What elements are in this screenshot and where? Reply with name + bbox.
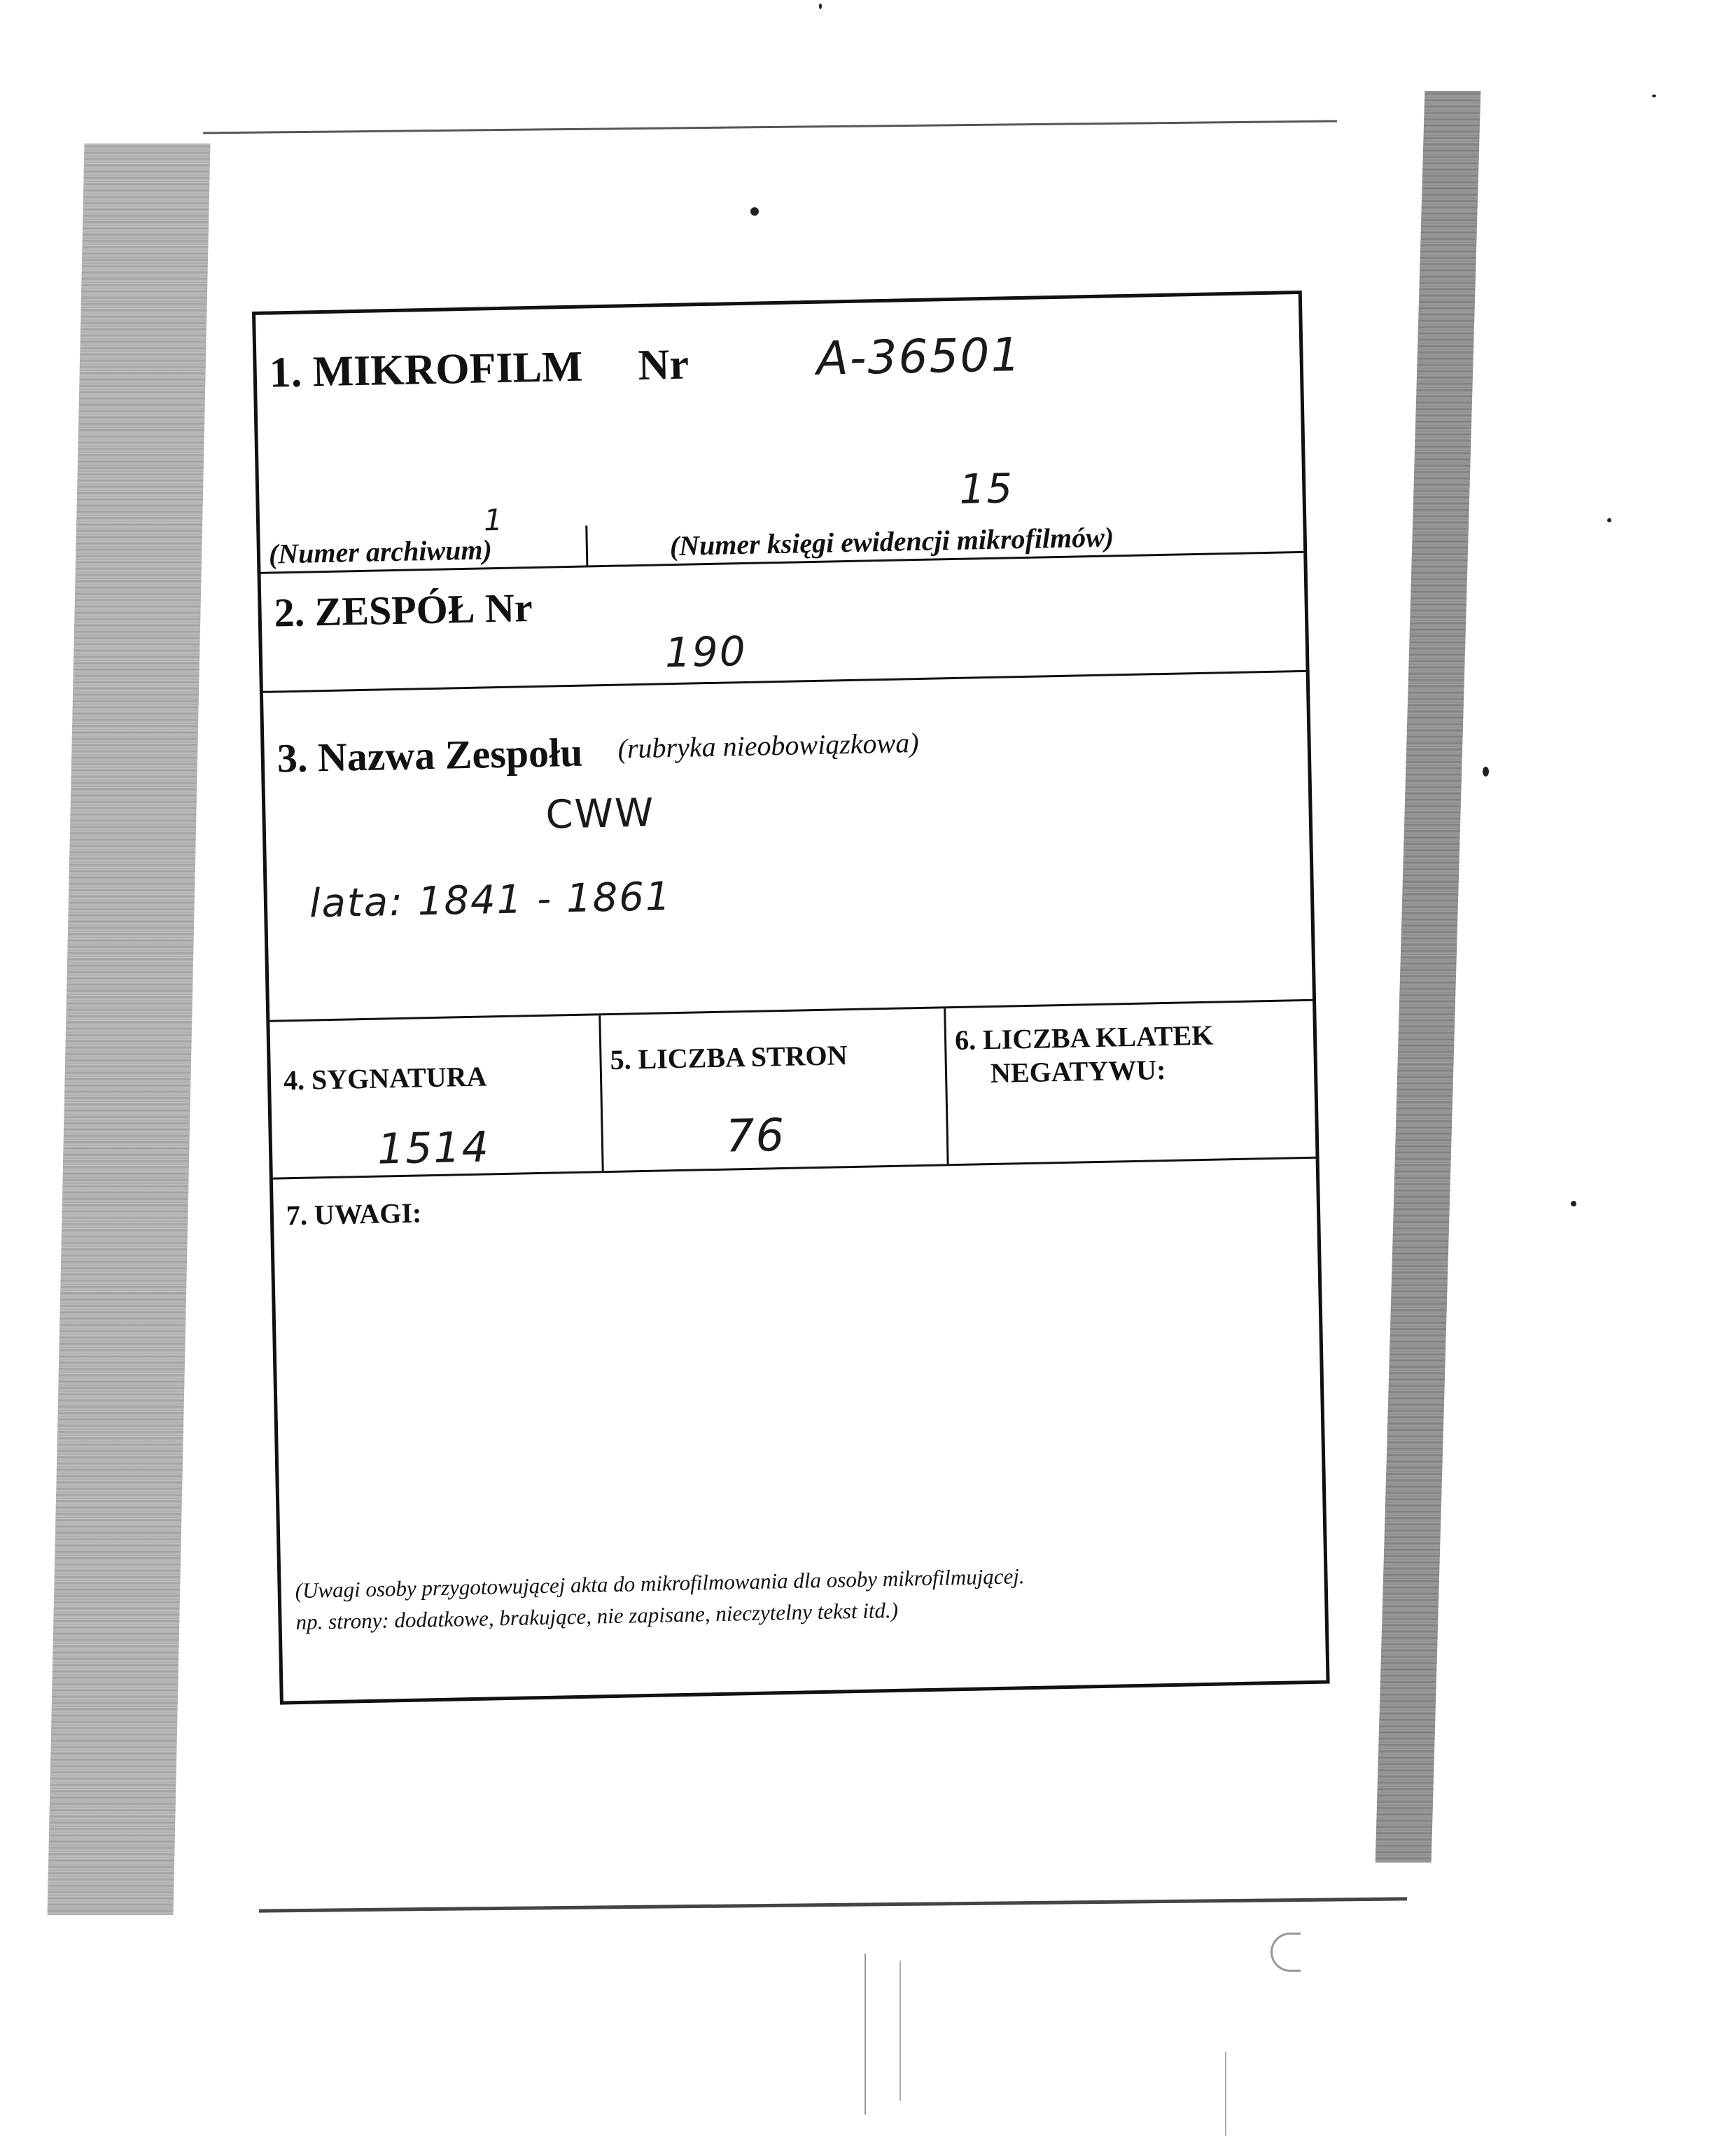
scan-top-rule bbox=[203, 120, 1337, 134]
caption-divider bbox=[585, 525, 588, 566]
zespol-name-handwritten: CWW bbox=[545, 790, 655, 838]
row-zespol bbox=[261, 553, 1306, 693]
row-sygnatura bbox=[270, 1001, 1315, 1180]
liczba-klatek-cell bbox=[946, 1001, 1315, 1164]
scan-speck bbox=[819, 4, 822, 9]
sygnatura-cell bbox=[270, 1015, 601, 1177]
scan-bottom-rule bbox=[259, 1897, 1407, 1912]
uwagi-note-line2: np. strony: dodatkowe, brakujące, nie zapisane, nieczytelny tekst itd.) bbox=[295, 1597, 899, 1635]
microfilm-form-card bbox=[252, 291, 1330, 1705]
scan-mark bbox=[1270, 1933, 1301, 1972]
scan-speck bbox=[1652, 95, 1656, 97]
liczba-stron-cell bbox=[601, 1008, 946, 1171]
uwagi-label: 7. UWAGI: bbox=[286, 1197, 422, 1232]
sygnatura-label: 4. SYGNATURA bbox=[283, 1060, 487, 1097]
scan-scratch bbox=[864, 1954, 866, 2115]
scan-speck bbox=[1571, 1201, 1576, 1206]
scan-scratch bbox=[1225, 2052, 1226, 2136]
uwagi-note-line1: (Uwagi osoby przygotowującej akta do mikrofilmowania dla osoby mikrofilmującej. bbox=[295, 1564, 1025, 1603]
scan-right-edge bbox=[1376, 91, 1481, 1863]
row-nazwa-zespolu bbox=[263, 672, 1312, 1022]
nazwa-zespolu-note: (rubryka nieobowiązkowa) bbox=[617, 727, 919, 765]
row-microfilm bbox=[255, 294, 1303, 574]
scan-speck bbox=[1607, 518, 1611, 522]
scan-speck bbox=[1483, 767, 1489, 777]
nazwa-zespolu-label: 3. Nazwa Zespołu bbox=[276, 729, 584, 781]
microfilm-number-handwritten: A-36501 bbox=[816, 327, 1023, 386]
scan-scratch bbox=[899, 1961, 901, 2101]
scan-speck bbox=[750, 207, 759, 216]
zespol-number-handwritten: 190 bbox=[664, 627, 748, 677]
liczba-stron-handwritten: 76 bbox=[725, 1109, 786, 1163]
liczba-stron-label: 5. LICZBA STRON bbox=[610, 1039, 848, 1076]
zespol-label: 2. ZESPÓŁ Nr bbox=[273, 585, 533, 636]
scan-left-edge bbox=[48, 144, 211, 1915]
archive-number-handwritten: 1 bbox=[483, 502, 505, 538]
book-number-caption: (Numer księgi ewidencji mikrofilmów) bbox=[669, 521, 1114, 562]
sygnatura-handwritten: 1514 bbox=[377, 1122, 491, 1174]
archive-number-caption: (Numer archiwum) bbox=[268, 534, 493, 570]
book-number-handwritten: 15 bbox=[958, 464, 1014, 513]
microfilm-label: 1. MIKROFILM bbox=[269, 342, 584, 397]
liczba-klatek-label-line2: NEGATYWU: bbox=[990, 1054, 1166, 1090]
years-handwritten: lata: 1841 - 1861 bbox=[309, 874, 673, 927]
row-uwagi bbox=[273, 1159, 1326, 1701]
microfilm-nr-label: Nr bbox=[637, 340, 690, 389]
liczba-klatek-label-line1: 6. LICZBA KLATEK bbox=[954, 1019, 1214, 1057]
